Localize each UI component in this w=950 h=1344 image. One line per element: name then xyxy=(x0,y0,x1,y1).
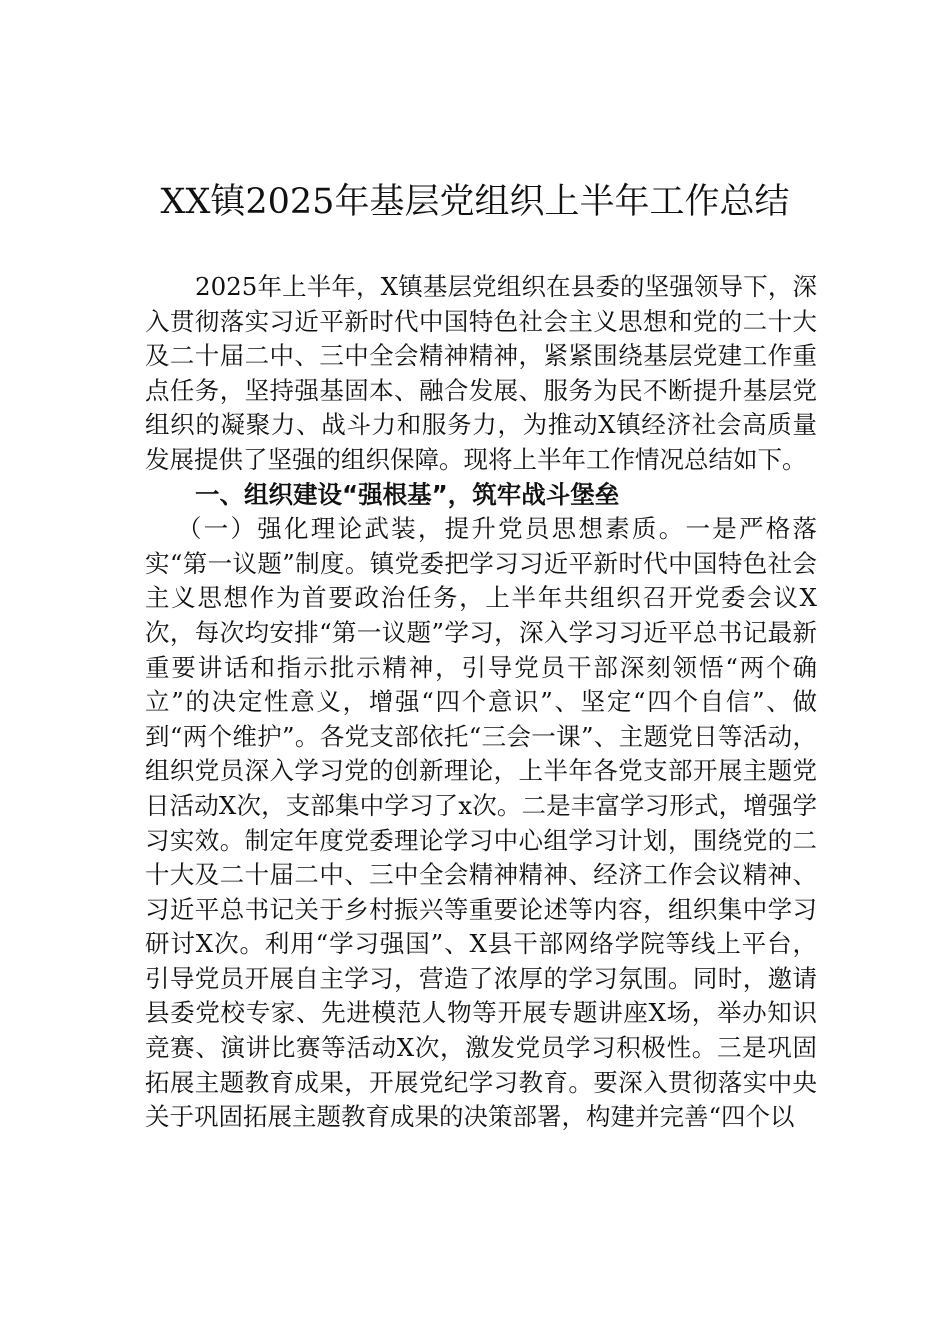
document-title: XX镇2025年基层党组织上半年工作总结 xyxy=(160,182,790,222)
section-1-paragraph: （一）强化理论武装，提升党员思想素质。一是严格落实“第一议题”制度。镇党委把学习习近平新时代中国特色社会主义思想作为首要政治任务，上半年共组织召开党委会议X次，每次均安排“第一议题”学习，深入学习习近平总书记最新重要讲话和指示批示精神，引导党员干部深刻领悟“两个确立”的决定性意义，增强“四个意识”、坚定“四个自信”、做到“两个维护”。各党支部依托“三会一课”、主题党日等活动，组织党员深入学习党的创新理论，上半年各党支部开展主题党日活动X次，支部集中学习了x次。二是丰富学习形式，增强学习实效。制定年度党委理论学习中心组学习计划，围绕党的二十大及二十届二中、三中全会精神精神、经济工作会议精神、习近平总书记关于乡村振兴等重要论述等内容，组织集中学习研讨X次。利用“学习强国”、X县干部网络学院等线上平台，引导党员开展自主学习，营造了浓厚的学习氛围。同时，邀请县委党校专家、先进模范人物等开展专题讲座X场，举办知识竞赛、演讲比赛等活动X次，激发党员学习积极性。三是巩固拓展主题教育成果，开展党纪学习教育。要深入贯彻落实中央关于巩固拓展主题教育成果的决策部署，构建并完善“四个以 xyxy=(145,514,817,1132)
section-1-heading: 一、组织建设“强根基”，筑牢战斗堡垒 xyxy=(195,479,620,509)
intro-paragraph: 2025年上半年，X镇基层党组织在县委的坚强领导下，深入贯彻落实习近平新时代中国特色社会主义思想和党的二十大及二十届二中、三中全会精神精神，紧紧围绕基层党建工作重点任务，坚持强基固本、融合发展、服务为民不断提升基层党组织的凝聚力、战斗力和服务力，为推动X镇经济社会高质量发展提供了坚强的组织保障。现将上半年工作情况总结如下。 xyxy=(145,272,817,474)
document-body xyxy=(145,270,817,1135)
